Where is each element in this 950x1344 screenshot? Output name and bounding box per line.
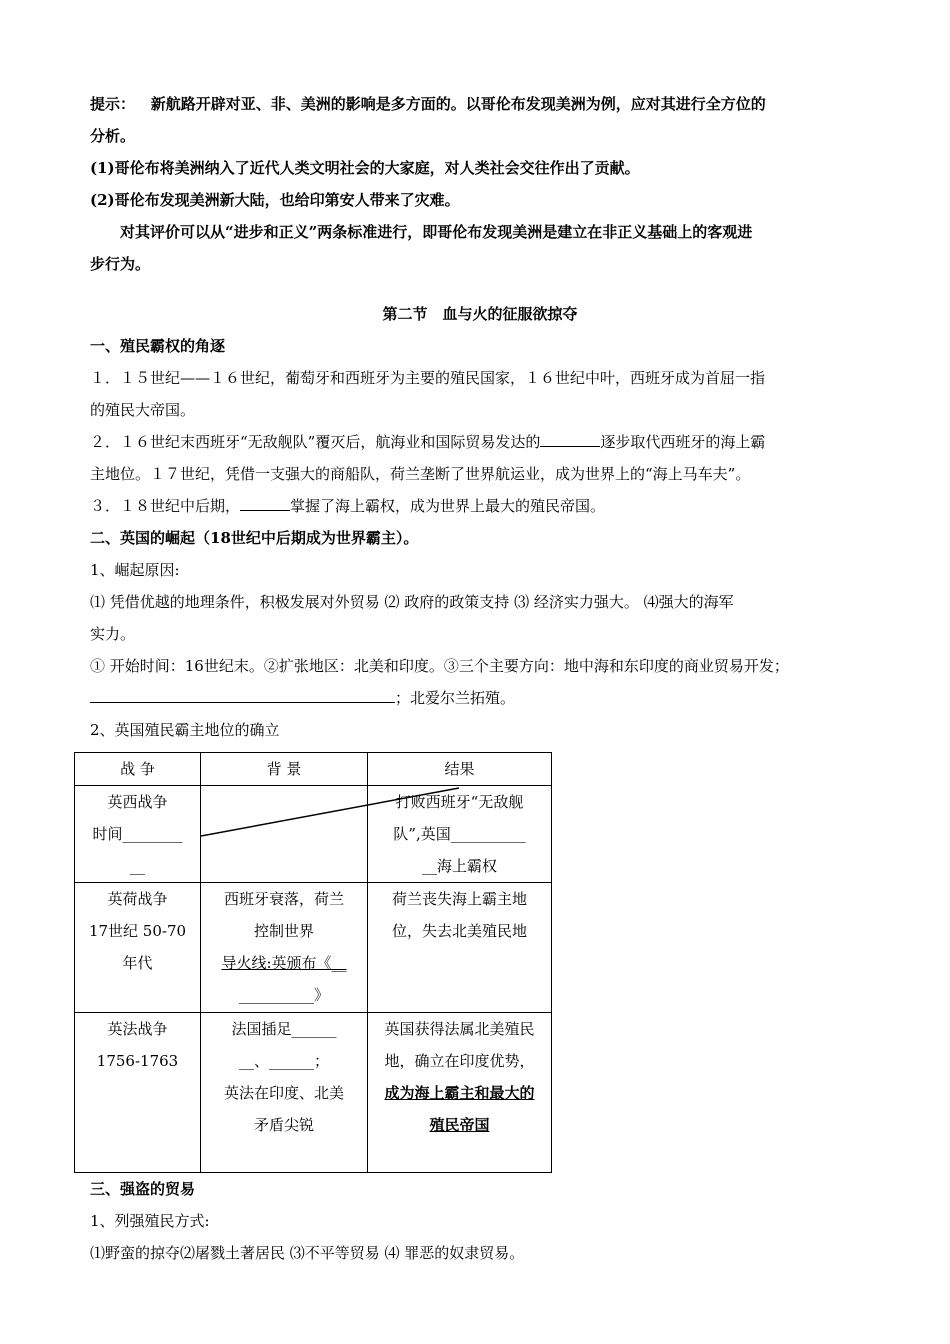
part1-heading: 一、殖民霸权的角逐 — [90, 337, 226, 355]
cell-result: 荷兰丧失海上霸主地 位，失去北美殖民地 — [368, 883, 552, 1013]
part2-sub1: 1、崛起原因: — [90, 561, 180, 579]
cell-background-empty — [201, 786, 368, 883]
part3-sub1: 1、列强殖民方式: — [90, 1212, 210, 1230]
part2-details-a: ① 开始时间：16世纪末。②扩张地区：北美和印度。③三个主要方向：地中海和东印度的商业贸易开发； — [90, 657, 789, 675]
hint-point-2: (2)哥伦布发现美洲新大陆，也给印第安人带来了灾难。 — [90, 191, 460, 209]
document-page — [90, 88, 870, 1269]
part2-heading: 二、英国的崛起（18世纪中后期成为世界霸主）。 — [90, 529, 419, 547]
table-row — [75, 883, 552, 1013]
fill-blank — [90, 684, 395, 703]
cell-result: 打败西班牙“无敌舰 队”,英国__________ __海上霸权 — [368, 786, 552, 883]
section-title: 第二节 血与火的征服欲掠夺 — [382, 305, 578, 323]
part2-reasons-a: ⑴ 凭借优越的地理条件，积极发展对外贸易 ⑵ 政府的政策支持 ⑶ 经济实力强大。 ⑷强大的海军 — [90, 593, 734, 611]
hint-eval-2: 步行为。 — [90, 255, 151, 273]
hint-eval-1: 对其评价可以从“进步和正义”两条标准进行，即哥伦布发现美洲是建立在非正义基础上的客观进 — [120, 223, 753, 241]
hint-label: 提示： — [90, 95, 136, 113]
part3-heading: 三、强盗的贸易 — [90, 1180, 196, 1198]
hint-point-1: (1)哥伦布将美洲纳入了近代人类文明社会的大家庭，对人类社会交往作出了贡献。 — [90, 159, 640, 177]
cell-background: 法国插足______ __、______； 英法在印度、北美 矛盾尖锐 — [201, 1013, 368, 1173]
header-background: 背 景 — [201, 753, 368, 786]
table-row — [75, 1013, 552, 1173]
table-header-row — [75, 753, 552, 786]
fill-blank — [540, 428, 600, 447]
part1-item3: ３．１８世纪中后期， 掌握了海上霸权，成为世界上最大的殖民帝国。 — [90, 490, 870, 522]
part2-details-b: ；北爱尔兰拓殖。 — [90, 682, 870, 714]
hint-line-1: 提示： 新航路开辟对亚、非、美洲的影响是多方面的。以哥伦布发现美洲为例，应对其进行全方位的 — [90, 95, 766, 113]
part2-sub2: 2、英国殖民霸主地位的确立 — [90, 721, 280, 739]
part1-item1-a: １．１５世纪——１６世纪，葡萄牙和西班牙为主要的殖民国家，１６世纪中叶，西班牙成为首屈一指 — [90, 369, 766, 387]
part1-item2-a: ２．１６世纪末西班牙“无敌舰队”覆灭后，航海业和国际贸易发达的 逐步取代西班牙的海上霸 — [90, 426, 870, 458]
fill-blank — [240, 492, 290, 511]
hint-line-2: 分析。 — [90, 127, 136, 145]
table-row — [75, 786, 552, 883]
part2-reasons-b: 实力。 — [90, 625, 136, 643]
cell-war: 英荷战争 17世纪 50-70 年代 — [75, 883, 201, 1013]
header-result: 结果 — [368, 753, 552, 786]
cell-background: 西班牙衰落，荷兰 控制世界 导火线:英颁布《__ __________》 — [201, 883, 368, 1013]
part1-item1-b: 的殖民大帝国。 — [90, 401, 196, 419]
hegemony-table — [74, 752, 552, 1173]
header-war: 战 争 — [75, 753, 201, 786]
cell-war: 英法战争 1756-1763 — [75, 1013, 201, 1173]
part3-methods: ⑴野蛮的掠夺⑵屠戮土著居民 ⑶不平等贸易 ⑷ 罪恶的奴隶贸易。 — [90, 1244, 525, 1262]
diagonal-line — [201, 786, 461, 882]
part1-item2-b: 主地位。１７世纪，凭借一支强大的商船队，荷兰垄断了世界航运业，成为世界上的“海上马车夫”。 — [90, 465, 751, 483]
cell-result: 英国获得法属北美殖民 地，确立在印度优势， 成为海上霸主和最大的 殖民帝国 — [368, 1013, 552, 1173]
cell-war: 英西战争 时间________ __ — [75, 786, 201, 883]
